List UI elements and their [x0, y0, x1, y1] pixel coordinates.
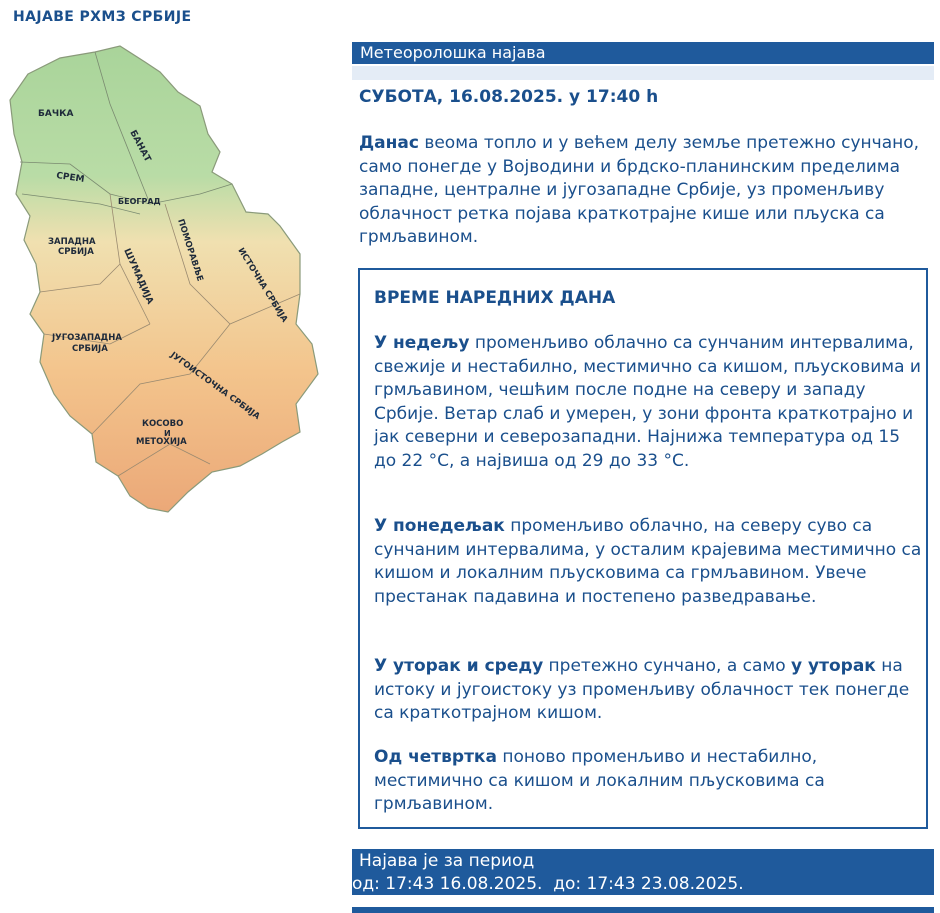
map-label-beograd: БЕОГРАД	[118, 197, 161, 206]
map-label-kosovo: КОСОВО	[142, 419, 184, 429]
map-label-jugoistocna-srbija: ЈУГОИСТОЧНА СРБИЈА	[168, 350, 262, 422]
tuewed-text-1: претежно сунчано, а само	[543, 656, 792, 676]
period-label: Најава је за период	[359, 851, 535, 871]
tuewed-text-2: на истоку и југоистоку уз променљиву облачност тек понегде са краткотрајном кишом.	[374, 656, 910, 723]
map-label-bachka: БАЧКА	[38, 109, 74, 119]
map-label-pomoravlje: ПОМОРАВЉЕ	[175, 217, 205, 283]
map-label-banat: БАНАТ	[127, 128, 153, 164]
next-days-box	[358, 268, 928, 829]
serbia-regions-map[interactable]	[0, 44, 340, 520]
forecast-header: Метеоролошка најава	[352, 42, 934, 64]
sunday-text: променљиво облачно са сунчаним интервалима, свежије и нестабилно, местимично са кишом, пљусковима и грмљавином, чешћим после подне на северу и западу Србије. Ветар слаб и умерен, у зони фронта краткотрајно и јак северни и северозападни. Најнижа температура од 15 до 22 °C, а највиша од 29 до 33 °C.	[374, 333, 921, 471]
tuewed-label: У уторак и среду	[374, 656, 544, 676]
today-label: Данас	[359, 133, 419, 153]
monday-text: променљиво облачно, на северу суво са сунчаним интервалима, у осталим крајевима местимично са кишом и локалним пљусковима са грмљавином. Увече престанак падавина и постепено разведравање.	[374, 516, 922, 607]
map-label-jugozapadna: ЈУГОЗАПАДНА	[52, 333, 122, 343]
map-label-srem: СРЕМ	[55, 171, 86, 185]
sunday-label: У недељу	[374, 333, 470, 353]
tuesday-wednesday-forecast	[374, 655, 922, 726]
header-underline	[352, 66, 934, 80]
tuesday-label: у уторак	[791, 656, 876, 676]
map-label-zapadna-srbija: СРБИЈА	[58, 247, 94, 257]
thursday-forecast	[374, 746, 922, 817]
period-range: од: 17:43 16.08.2025. до: 17:43 23.08.2025.	[352, 874, 744, 894]
map-label-istocna-srbija: ИСТОЧНА СРБИЈА	[235, 246, 290, 325]
next-days-title: ВРЕМЕ НАРЕДНИХ ДАНА	[374, 288, 616, 308]
page-title: НАЈАВЕ РХМЗ СРБИЈЕ	[13, 9, 192, 25]
monday-label: У понедељак	[374, 516, 505, 536]
map-label-jugozapadna-srbija: СРБИЈА	[72, 344, 108, 354]
footer-bar	[352, 907, 934, 913]
today-forecast	[359, 132, 929, 250]
today-text: веома топло и у већем делу земље претежно сунчано, само понегде у Војводини и брдско-планинским пределима западне, централне и југозападне Србије, уз променљиву облачност ретка појава краткотрајне кише или пљуска са грмљавином.	[359, 133, 920, 247]
map-label-zapadna: ЗАПАДНА	[48, 237, 96, 247]
map-label-i: И	[164, 429, 171, 438]
forecast-date: СУБОТА, 16.08.2025. у 17:40 h	[359, 87, 659, 107]
map-label-sumadija: ШУМАДИЈА	[121, 247, 155, 306]
thursday-text: поново променљиво и нестабилно, местимично са кишом и локалним пљусковима са грмљавином.	[374, 747, 825, 814]
monday-forecast	[374, 515, 922, 609]
sunday-forecast	[374, 332, 922, 473]
map-label-metohija: МЕТОХИЈА	[136, 437, 187, 447]
forecast-period	[352, 849, 934, 895]
thursday-label: Од четвртка	[374, 747, 497, 767]
